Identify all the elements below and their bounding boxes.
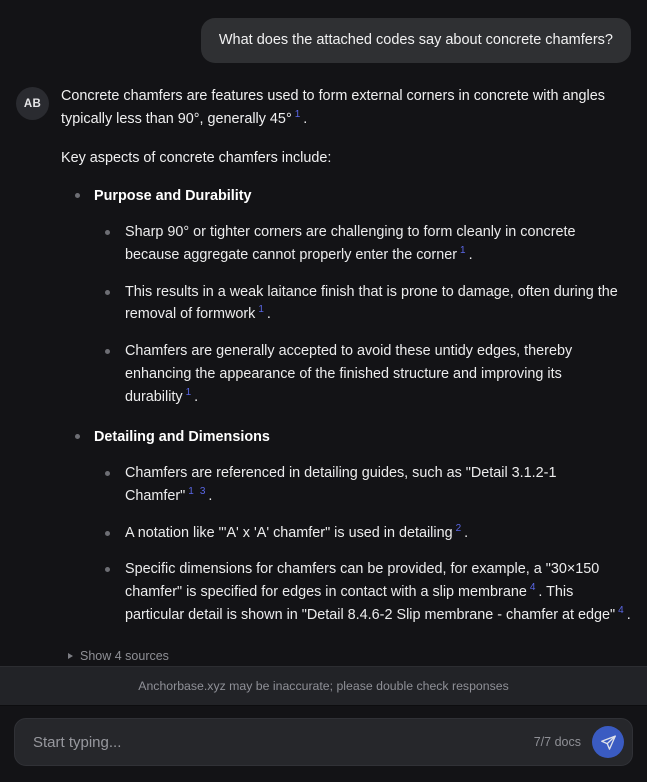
list-item-text: Chamfers are referenced in detailing guides, such as "Detail 3.1.2-1 Chamfer": [125, 465, 557, 504]
assistant-message-row: [16, 85, 631, 666]
avatar: AB: [16, 87, 49, 120]
list-item-text: This results in a weak laitance finish that is prone to damage, often during the removal of formwork: [125, 283, 618, 323]
composer: [0, 706, 647, 782]
intro-tail: .: [303, 110, 308, 127]
citation-marker[interactable]: 4: [618, 604, 624, 616]
list-item-tail: .: [208, 487, 213, 504]
list-item-text: Chamfers are generally accepted to avoid these untidy edges, thereby enhancing the appearance of the finished structure and improving its durability: [125, 343, 573, 405]
list-item: [61, 281, 631, 327]
citation-marker[interactable]: 1: [294, 108, 301, 120]
list-item-tail: .: [464, 524, 469, 541]
list-item-text: Sharp 90° or tighter corners are challenging to form cleanly in concrete because aggregate cannot properly enter the corner: [125, 224, 576, 263]
list-item: [61, 340, 631, 408]
list-item-tail-2: .: [626, 606, 631, 623]
send-paper-plane-icon: [600, 734, 617, 751]
group-sublist: [61, 221, 631, 408]
list-item-tail: .: [194, 388, 199, 405]
key-aspects-list: [61, 185, 631, 626]
list-item: [61, 558, 631, 626]
citation-marker[interactable]: 1: [460, 244, 466, 256]
list-group: [61, 426, 631, 626]
assistant-intro-paragraph: [61, 85, 631, 131]
intro-text: Concrete chamfers are features used to form external corners in concrete with angles typically less than 90°, generally 45°: [61, 88, 605, 127]
group-heading: Purpose and Durability: [61, 185, 631, 208]
list-item-text: Specific dimensions for chamfers can be provided, for example, a "30×150 chamfer" is specified for edges in contact with a slip membrane: [125, 561, 600, 601]
citation-marker[interactable]: 1: [185, 386, 192, 398]
citation-marker[interactable]: 2: [455, 522, 462, 534]
citation-marker[interactable]: 1: [258, 304, 264, 316]
list-item: [61, 221, 631, 267]
assistant-message-body: [61, 85, 631, 666]
list-item: [61, 522, 631, 545]
list-item-tail: . This particular detail is shown in "Detail 8.4.6-2 Slip membrane - chamfer at edge": [125, 584, 616, 623]
show-sources-label: Show 4 sources: [80, 648, 169, 663]
citation-marker[interactable]: 3: [199, 485, 206, 497]
message-input[interactable]: [33, 734, 534, 751]
list-item-tail: .: [468, 246, 473, 263]
show-sources-toggle[interactable]: [68, 647, 631, 667]
list-item-text: A notation like "'A' x 'A' chamfer" is used in detailing: [125, 524, 453, 541]
disclaimer-banner: Anchorbase.xyz may be inaccurate; please double check responses: [0, 666, 647, 706]
assistant-lead-in: Key aspects of concrete chamfers include:: [61, 149, 332, 166]
list-item-tail: .: [266, 306, 271, 323]
composer-input-shell[interactable]: [14, 718, 633, 766]
chevron-right-icon: [68, 653, 73, 659]
citation-marker[interactable]: 4: [529, 582, 536, 594]
send-button[interactable]: [592, 726, 624, 758]
group-sublist: [61, 462, 631, 627]
citation-marker[interactable]: 1: [188, 485, 194, 497]
user-message-row: [16, 18, 631, 63]
doc-count-label: 7/7 docs: [533, 735, 581, 750]
group-heading: Detailing and Dimensions: [61, 426, 631, 449]
list-item: [61, 462, 631, 508]
list-group: [61, 185, 631, 408]
user-message-bubble: What does the attached codes say about concrete chamfers?: [201, 18, 631, 63]
